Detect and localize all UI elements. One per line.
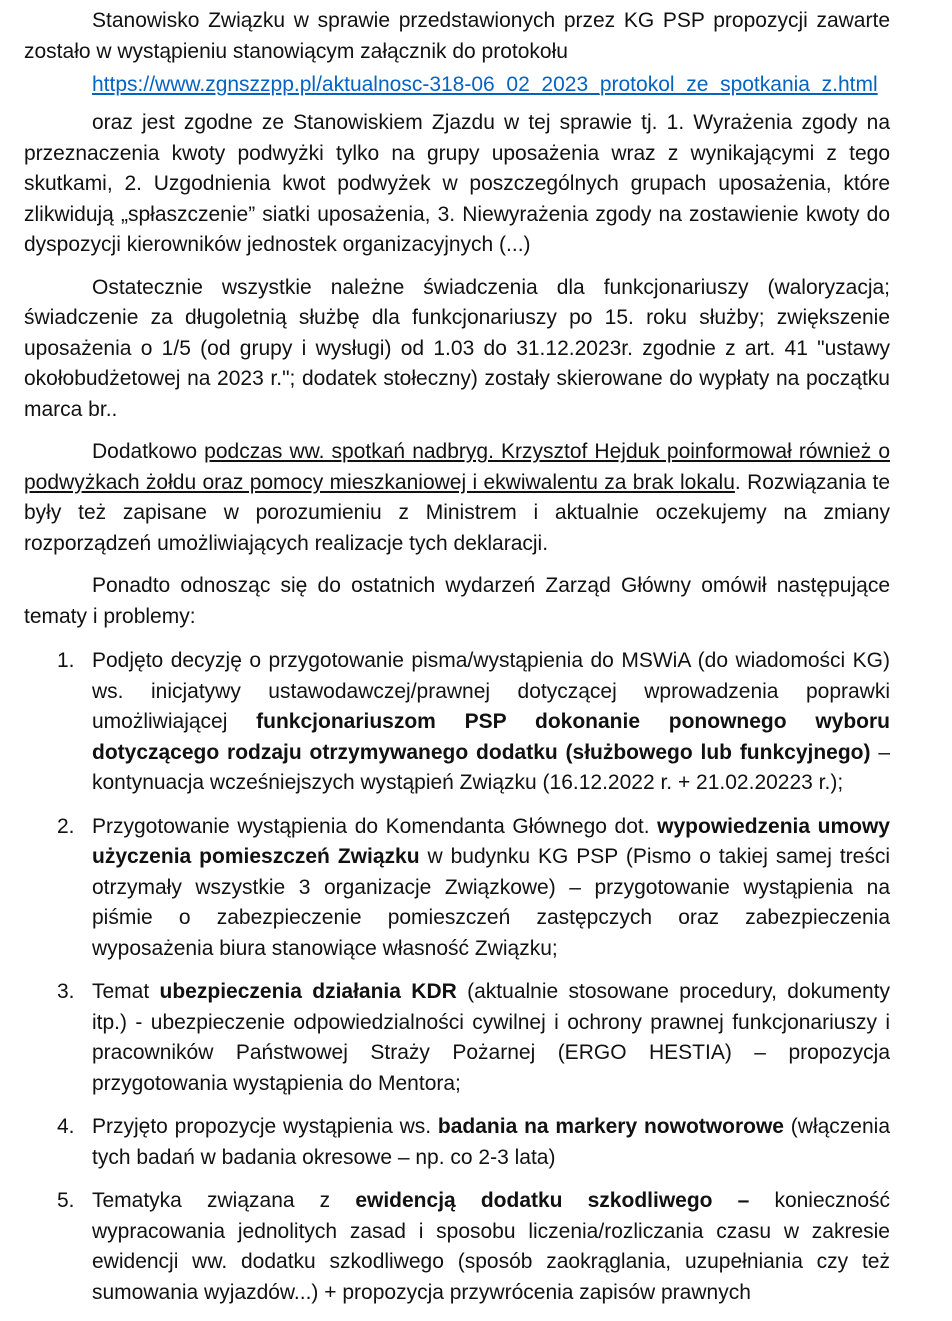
list-item-number: 3. (57, 980, 75, 1003)
list-item-number: 2. (57, 814, 75, 838)
list-item-bold-text: badania na markery nowotworowe (437, 1115, 784, 1138)
list-item-bold-text: ewidencją dodatku szkodliwego – (355, 1189, 750, 1212)
list-item-number: 5. (57, 1189, 75, 1212)
document-page (24, 6, 890, 1321)
list-item-text-end: (włączenia tych badań w badania okresowe – np. co 2-3 lata) (92, 1115, 890, 1169)
list-item-text: Podjęto decyzję o przygotowanie pisma/wystąpienia do MSWiA (do wiadomości KG) ws. inicjatywy ustawodawczej/prawnej dotyczącej wprowadzenia poprawki umożliwiającej (92, 649, 890, 733)
ostatecznie-paragraph: Ostatecznie wszystkie należne świadczenia dla funkcjonariuszy (waloryzacja; świadczenie za długoletnią służbę dla funkcjonariuszy po 15. roku służby; zwiększenie uposażenia o 1/5 (od grupy i wysługi) od 1.03 do 31.12.2023r. zgodnie z art. 41 "ustawy okołobudżetowej na 2023 r."; dodatek stołeczny) zostały skierowane do wypłaty na początku marca br.. (24, 275, 890, 421)
protocol-link-line (24, 70, 890, 100)
ponadto-paragraph: Ponadto odnosząc się do ostatnich wydarzeń Zarząd Główny omówił następujące tematy i problemy: (24, 574, 890, 628)
topics-list (24, 646, 890, 1308)
list-item-bold-text: wypowiedzenia umowy użyczenia pomieszczeń Związku (92, 814, 890, 868)
list-item (24, 812, 890, 965)
list-item-text: Tematyka związana z (92, 1189, 356, 1212)
dodatkowo-lead: Dodatkowo (92, 440, 205, 463)
list-item-bold-text: ubezpieczenia działania KDR (159, 980, 457, 1003)
dodatkowo-underlined-text: podczas ww. spotkań nadbryg. Krzysztof Hejduk poinformował również o podwyżkach żołdu oraz pomocy mieszkaniowej i ekwiwalentu za brak lokalu (24, 440, 890, 494)
protocol-link[interactable]: https://www.zgnszzpp.pl/aktualnosc-318-06_02_2023_protokol_ze_spotkania_z.html (92, 73, 878, 96)
list-item-text: Temat (92, 980, 160, 1003)
zjazd-paragraph: oraz jest zgodne ze Stanowiskiem Zjazdu w tej sprawie tj. 1. Wyrażenia zgody na przeznaczenia kwoty podwyżki tylko na grupy uposażenia wraz z wynikającymi z tego skutkami, 2. Uzgodnienia kwot podwyżek w poszczególnych grupach uposażenia, które zlikwidują „spłaszczenie” siatki uposażenia, 3. Niewyrażenia zgody na zostawienie kwoty do dyspozycji kierowników jednostek organizacyjnych (...) (24, 111, 890, 256)
dodatkowo-paragraph (24, 437, 890, 559)
dodatkowo-rest: . Rozwiązania te były też zapisane w porozumieniu z Ministrem i aktualnie oczekujemy na zmiany rozporządzeń umożliwiających realizacje tych deklaracji. (24, 470, 890, 555)
list-item-number: 1. (57, 649, 75, 672)
list-item-number: 4. (57, 1115, 75, 1138)
list-item-bold-text: funkcjonariuszom PSP dokonanie ponownego wyboru dotyczącego rodzaju otrzymywanego dodatku (służbowego lub funkcyjnego) (92, 710, 891, 764)
intro-paragraph: Stanowisko Związku w sprawie przedstawionych przez KG PSP propozycji zawarte zostało w wystąpieniu stanowiącym załącznik do protokołu (24, 9, 890, 63)
list-item-text-end: w budynku KG PSP (Pismo o takiej samej treści otrzymały wszystkie 3 organizacje Związkowe) – przygotowanie wystąpienia na piśmie o zabezpieczenie pomieszczeń zastępczych oraz zabezpieczenia wyposażenia biura stanowiące własność Związku; (92, 845, 890, 960)
list-item (24, 646, 890, 799)
list-item-text: Przyjęto propozycje wystąpienia ws. (92, 1115, 438, 1138)
list-item (24, 1186, 890, 1308)
list-item-text-end: (aktualnie stosowane procedury, dokumenty itp.) - ubezpieczenie odpowiedzialności cywilnej i ochrony prawnej funkcjonariuszy i pracowników Państwowej Straży Pożarnej (ERGO HESTIA) – propozycja przygotowania wystąpienia do Mentora; (92, 980, 890, 1095)
list-item-text-end: konieczność wypracowania jednolitych zasad i sposobu liczenia/rozliczania czasu w zakresie ewidencji ww. dodatku szkodliwego (sposób zaokrąglania, uzupełniania czy też sumowania wyjazdów...) + propozycja przywrócenia zapisów prawnych (92, 1189, 891, 1304)
list-item (24, 977, 890, 1099)
list-item-text-end: – kontynuacja wcześniejszych wystąpień Związku (16.12.2022 r. + 21.02.20223 r.); (92, 740, 891, 794)
list-item-text: Przygotowanie wystąpienia do Komendanta Głównego dot. (92, 814, 658, 838)
list-item (24, 1112, 890, 1173)
